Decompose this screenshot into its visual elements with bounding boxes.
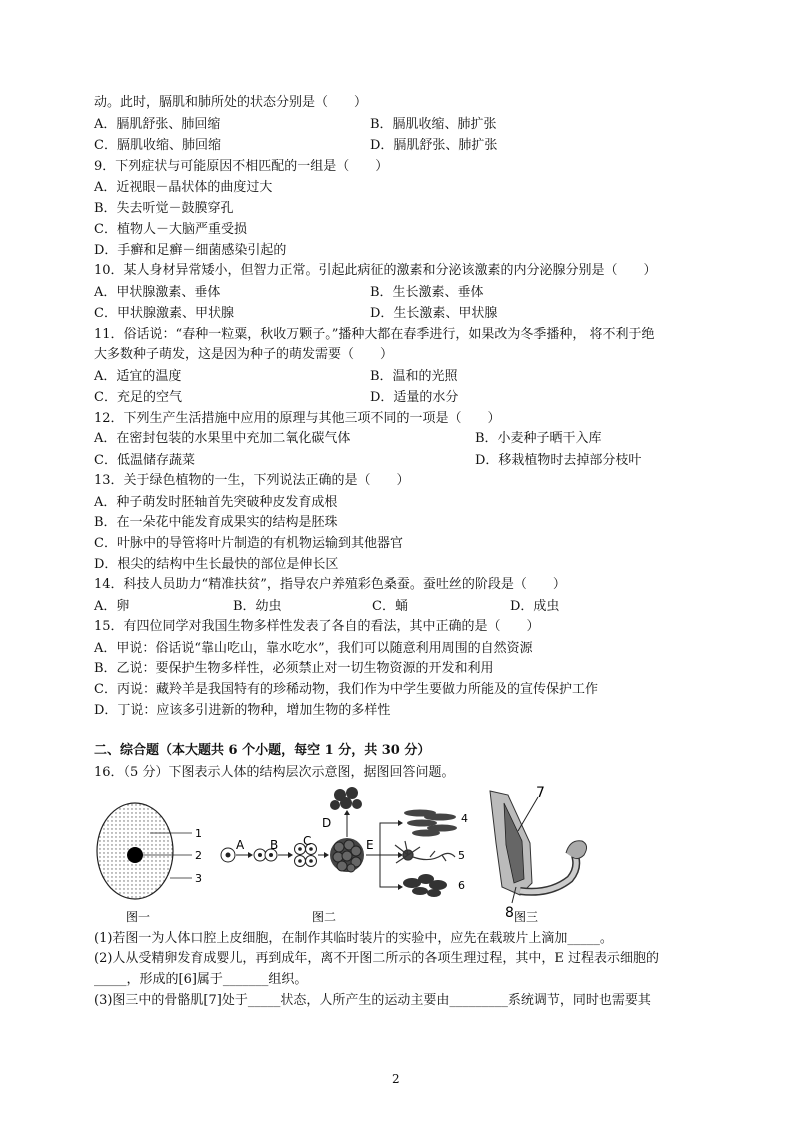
cell-cluster-top (330, 787, 362, 810)
q14-option-b: B．幼虫 (233, 599, 282, 614)
q13-option-c: C．叶脉中的导管将叶片制造的有机物运输到其他器官 (94, 536, 403, 551)
q14-option-a: A．卵 (94, 599, 130, 614)
q9-option-c: C．植物人－大脑严重受损 (94, 222, 247, 237)
fig2-caption: 图二 (312, 910, 337, 924)
fig1-label-2: 2 (195, 849, 202, 862)
fig3-label-8: 8 (505, 905, 514, 921)
figure-one-cell (97, 803, 202, 924)
q14-option-c: C．蛹 (372, 599, 408, 614)
q15-option-c: C．丙说：藏羚羊是我国特有的珍稀动物，我们作为中学生要做力所能及的宣传保护工作 (94, 682, 598, 697)
q10-stem: 10．某人身材异常矮小，但智力正常。引起此病征的激素和分泌该激素的内分泌腺分别是（ ） (94, 263, 657, 278)
q10-option-a: A．甲状腺激素、垂体 (94, 285, 221, 300)
section-heading: 二、综合题（本大题共 6 个小题，每空 1 分，共 30 分） (94, 743, 431, 758)
connective-tissue (403, 874, 447, 897)
fig2-label-4: 4 (461, 812, 468, 825)
q16-part2-line1: (2)人从受精卵发育成婴儿，再到成年，离不开图二所示的各项生理过程，其中，E 过程表示细胞的 (94, 951, 660, 966)
q13-option-b: B．在一朵花中能发育成果实的结构是胚珠 (94, 515, 338, 530)
q10-option-d: D．生长激素、甲状腺 (370, 306, 498, 321)
q11-option-d: D．适量的水分 (370, 390, 459, 405)
q16-part1: (1)若图一为人体口腔上皮细胞，在制作其临时装片的实验中，应先在载玻片上滴加_____。 (94, 931, 613, 946)
q13-option-a: A．种子萌发时胚轴首先突破种皮发育成根 (94, 495, 338, 510)
q15-option-b: B．乙说：要保护生物多样性，必须禁止对一切生物资源的开发和利用 (94, 661, 494, 676)
q12-option-a: A．在密封包装的水果里中充加二氧化碳气体 (94, 431, 351, 446)
nerve-tissue (395, 841, 455, 863)
q9-option-d: D．手癣和足癣－细菌感染引起的 (94, 243, 287, 258)
fig3-caption: 图三 (514, 910, 539, 924)
q16-part3: (3)图三中的骨骼肌[7]处于_____状态，人所产生的运动主要由_________系统调节，同时也需要其 (94, 993, 651, 1008)
letter-a: A (236, 838, 245, 852)
q11-stem-line2: 大多数种子萌发，这是因为种子的萌发需要（ ） (94, 347, 394, 362)
fig2-label-6: 6 (458, 879, 465, 892)
q8-option-a: A．膈肌舒张、肺回缩 (94, 117, 221, 132)
q9-option-b: B．失去听觉－鼓膜穿孔 (94, 201, 234, 216)
q8-option-c: C．膈肌收缩、肺回缩 (94, 138, 221, 153)
q14-option-d: D．成虫 (510, 599, 560, 614)
q11-option-b: B．温和的光照 (370, 369, 458, 384)
letter-d: D (322, 816, 332, 830)
q10-option-c: C．甲状腺激素、甲状腺 (94, 306, 234, 321)
letter-c: C (303, 834, 312, 848)
muscle-tissue (404, 810, 457, 837)
q8-option-b: B．膈肌收缩、肺扩张 (370, 117, 497, 132)
q12-option-c: C．低温储存蔬菜 (94, 453, 195, 468)
letter-b: B (270, 838, 279, 852)
q12-option-d: D．移栽植物时去掉部分枝叶 (475, 453, 642, 468)
cell-nucleus (127, 847, 143, 863)
q14-stem: 14．科技人员助力“精准扶贫”，指导农户养殖彩色桑蚕。蚕吐丝的阶段是（ ） (94, 577, 566, 592)
q16-stem: 16．（5 分）下图表示人体的结构层次示意图，据图回答问题。 (94, 765, 455, 780)
q15-stem: 15．有四位同学对我国生物多样性发表了各自的看法，其中正确的是（ ） (94, 619, 540, 634)
q15-option-a: A．甲说：俗话说“靠山吃山，靠水吃水”，我们可以随意利用周围的自然资源 (94, 641, 533, 656)
q11-option-a: A．适宜的温度 (94, 369, 182, 384)
q13-stem: 13．关于绿色植物的一生，下列说法正确的是（ ） (94, 473, 410, 488)
q13-option-d: D．根尖的结构中生长最快的部位是伸长区 (94, 557, 339, 572)
q8-stem-continued: 动。此时，膈肌和肺所处的状态分别是（ ） (94, 95, 368, 110)
figure-two-process (221, 787, 468, 924)
q12-option-b: B．小麦种子晒干入库 (475, 431, 602, 446)
q11-option-c: C．充足的空气 (94, 390, 182, 405)
figure-three-arm (490, 785, 587, 924)
q11-stem-line1: 11．俗话说：“春种一粒粟，秋收万颗子。”播种大都在春季进行，如果改为冬季播种， 将不利于绝 (94, 327, 655, 342)
cell-mass (330, 838, 364, 872)
q8-option-d: D．膈肌舒张、肺扩张 (370, 138, 498, 153)
fig1-caption: 图一 (126, 910, 151, 924)
q16-part2-line2: _____，形成的[6]属于_______组织。 (94, 972, 308, 987)
fig1-label-1: 1 (195, 827, 202, 840)
page-number: 2 (392, 1072, 400, 1086)
q10-option-b: B．生长激素、垂体 (370, 285, 484, 300)
letter-e: E (366, 838, 374, 852)
fig2-label-5: 5 (458, 849, 465, 862)
q15-option-d: D．丁说：应该多引进新的物种，增加生物的多样性 (94, 703, 391, 718)
q9-stem: 9．下列症状与可能原因不相匹配的一组是（ ） (94, 159, 389, 174)
q9-option-a: A．近视眼－晶状体的曲度过大 (94, 180, 273, 195)
fig1-label-3: 3 (195, 872, 202, 885)
structure-levels-figure (90, 783, 610, 928)
q12-stem: 12．下列生产生活措施中应用的原理与其他三项不同的一项是（ ） (94, 411, 501, 426)
fig3-label-7: 7 (536, 785, 545, 801)
